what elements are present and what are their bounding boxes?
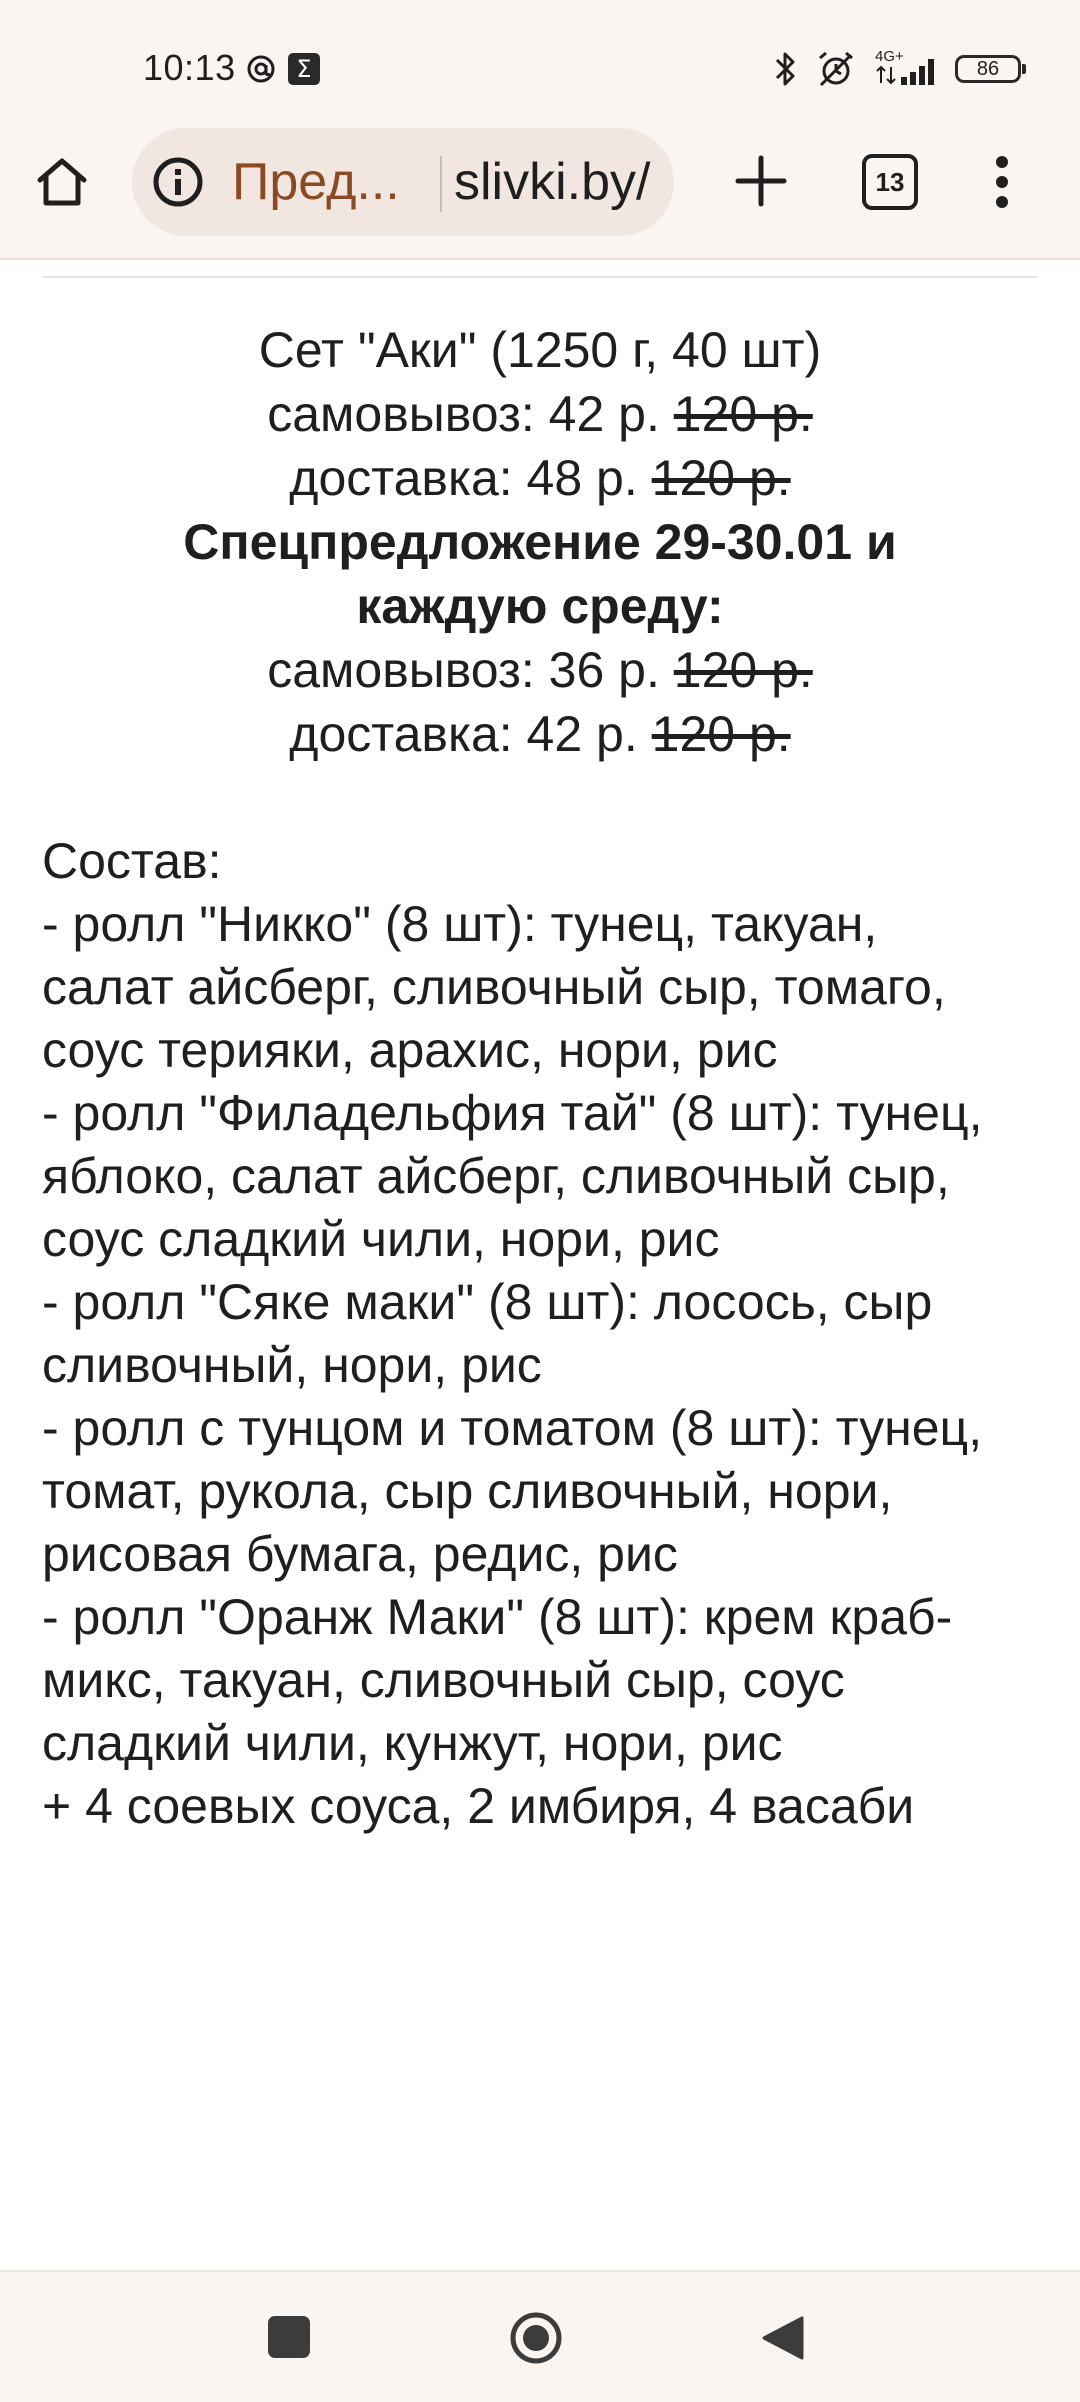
composition-line: - ролл "Филадельфия тай" (8 шт): тунец, bbox=[42, 1085, 983, 1141]
composition-line: сливочный, нори, рис bbox=[42, 1337, 542, 1393]
home-icon[interactable] bbox=[32, 152, 92, 212]
bluetooth-icon bbox=[773, 49, 799, 89]
tabs-icon[interactable]: 13 bbox=[862, 154, 918, 210]
recents-square-icon[interactable] bbox=[268, 2316, 310, 2358]
page-title: Пред... bbox=[232, 153, 400, 211]
composition-text bbox=[42, 830, 1052, 1838]
delivery-old-price: 120 р. bbox=[651, 450, 791, 506]
composition-line: + 4 соевых соуса, 2 имбиря, 4 васаби bbox=[42, 1778, 915, 1834]
composition-line: яблоко, салат айсберг, сливочный сыр, bbox=[42, 1148, 950, 1204]
signal-icon bbox=[873, 49, 939, 89]
composition-line: сладкий чили, кунжут, нори, рис bbox=[42, 1715, 783, 1771]
plus-icon[interactable] bbox=[730, 150, 792, 212]
sigma-icon: Σ bbox=[288, 53, 320, 85]
offer-block bbox=[0, 318, 1080, 766]
special-delivery-price bbox=[0, 702, 1080, 766]
muted-alarm-icon bbox=[815, 49, 857, 89]
pickup-price-label: самовывоз: 42 р. bbox=[267, 386, 660, 442]
composition-line: рисовая бумага, редис, рис bbox=[42, 1526, 678, 1582]
content-divider bbox=[42, 276, 1038, 278]
composition-line: томат, рукола, сыр сливочный, нори, bbox=[42, 1463, 893, 1519]
pickup-price bbox=[0, 382, 1080, 446]
address-divider bbox=[440, 156, 442, 212]
composition-line: микс, такуан, сливочный сыр, соус bbox=[42, 1652, 845, 1708]
special-offer-heading-1: Спецпредложение 29-30.01 и bbox=[183, 514, 897, 570]
home-circle-icon[interactable] bbox=[508, 2310, 564, 2366]
signal-indicator bbox=[873, 49, 939, 89]
delivery-price-label: доставка: 48 р. bbox=[289, 450, 638, 506]
composition-line: - ролл "Оранж Маки" (8 шт): крем краб- bbox=[42, 1589, 953, 1645]
battery-icon: 86 bbox=[955, 55, 1021, 83]
pickup-old-price: 120 р. bbox=[673, 386, 813, 442]
special-pickup-price bbox=[0, 638, 1080, 702]
special-pickup-old-price: 120 р. bbox=[673, 642, 813, 698]
special-pickup-label: самовывоз: 36 р. bbox=[267, 642, 660, 698]
network-type-label: 4G+ bbox=[875, 48, 904, 65]
special-delivery-label: доставка: 42 р. bbox=[289, 706, 638, 762]
browser-toolbar bbox=[0, 128, 1080, 236]
composition-line: - ролл с тунцом и томатом (8 шт): тунец, bbox=[42, 1400, 983, 1456]
composition-line: соус сладкий чили, нори, рис bbox=[42, 1211, 720, 1267]
back-triangle-icon[interactable] bbox=[760, 2314, 806, 2362]
info-icon[interactable] bbox=[150, 154, 206, 210]
composition-line: - ролл "Сяке маки" (8 шт): лосось, сыр bbox=[42, 1274, 933, 1330]
delivery-price bbox=[0, 446, 1080, 510]
set-title: Сет "Аки" (1250 г, 40 шт) bbox=[258, 322, 822, 378]
status-bar bbox=[0, 0, 1080, 138]
at-sign-icon bbox=[246, 54, 276, 84]
status-time: 10:13 bbox=[143, 47, 236, 88]
system-nav-bar bbox=[0, 2270, 1080, 2402]
special-offer-heading-2: каждую среду: bbox=[356, 578, 724, 634]
composition-heading: Состав: bbox=[42, 833, 222, 889]
special-delivery-old-price: 120 р. bbox=[651, 706, 791, 762]
status-system-icons bbox=[773, 48, 1021, 90]
composition-line: - ролл "Никко" (8 шт): тунец, такуан, bbox=[42, 896, 878, 952]
address-bar[interactable] bbox=[132, 128, 674, 236]
url-domain: slivki.by/ bbox=[454, 153, 651, 211]
more-vert-icon[interactable] bbox=[990, 150, 1014, 214]
browser-chrome bbox=[0, 0, 1080, 260]
composition-line: салат айсберг, сливочный сыр, томаго, bbox=[42, 959, 946, 1015]
status-notification-icons bbox=[246, 50, 320, 88]
composition-line: соус терияки, арахис, нори, рис bbox=[42, 1022, 778, 1078]
